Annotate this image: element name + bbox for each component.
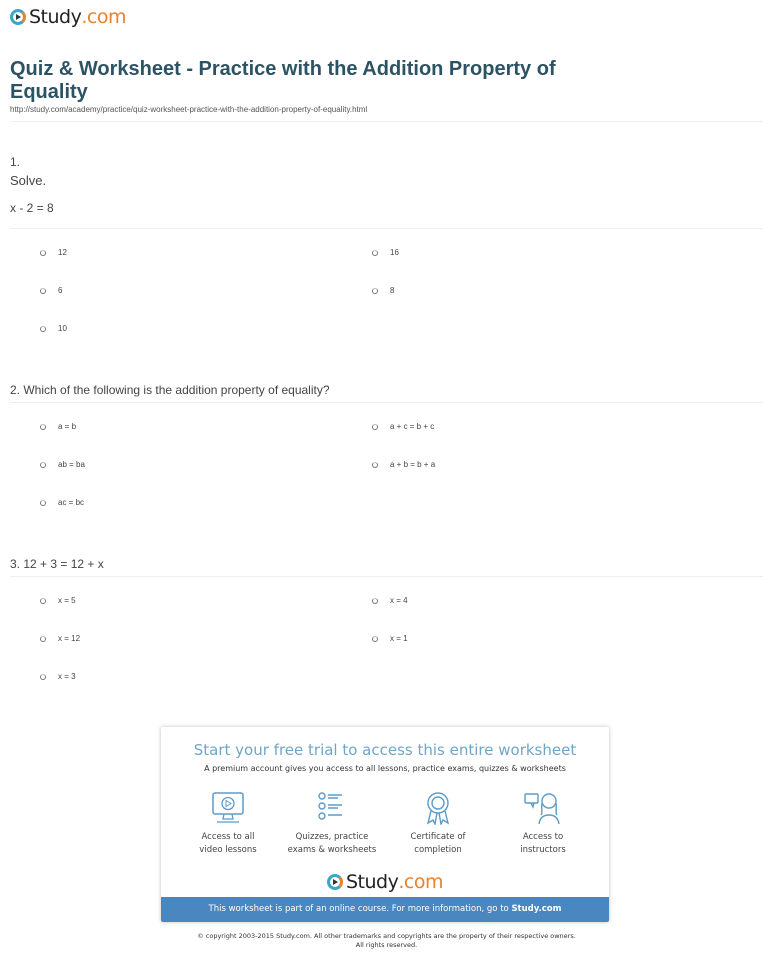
answer-option[interactable] — [372, 596, 408, 605]
answer-option[interactable] — [40, 422, 76, 431]
option-label: a + c = b + c — [390, 422, 435, 431]
answer-option[interactable] — [40, 460, 85, 469]
answer-option[interactable] — [372, 460, 435, 469]
option-label: x = 5 — [58, 596, 76, 605]
feature-label: Access to all — [201, 832, 255, 842]
promo-subtitle: A premium account gives you access to all lessons, practice exams, quizzes & worksheets — [204, 764, 566, 773]
copyright-footer — [0, 932, 773, 950]
question-3-text: 3. 12 + 3 = 12 + x — [10, 557, 104, 571]
feature-certificate — [383, 791, 493, 857]
divider — [10, 121, 763, 122]
radio-icon[interactable] — [40, 326, 46, 332]
question-2-text: 2. Which of the following is the addition property of equality? — [10, 383, 330, 397]
answer-option[interactable] — [40, 634, 80, 643]
option-label: 8 — [390, 286, 395, 295]
option-label: 6 — [58, 286, 63, 295]
logo-text: Study — [346, 871, 399, 893]
answer-option[interactable] — [372, 248, 399, 257]
option-label: 16 — [390, 248, 399, 257]
divider — [10, 228, 763, 229]
feature-label: Access to — [522, 832, 564, 842]
answer-option[interactable] — [40, 672, 76, 681]
radio-icon[interactable] — [40, 288, 46, 294]
feature-quizzes — [277, 791, 387, 857]
study-logo[interactable] — [10, 6, 126, 28]
page-title: Quiz & Worksheet - Practice with the Addition Property of Equality — [10, 58, 556, 103]
radio-icon[interactable] — [372, 636, 378, 642]
course-info-banner — [161, 897, 609, 922]
option-label: ac = bc — [58, 498, 85, 507]
option-label: a = b — [58, 422, 77, 431]
play-logo-icon — [327, 874, 343, 890]
banner-text: This worksheet is part of an online course. For more information, go to — [208, 904, 512, 914]
option-label: x = 1 — [390, 634, 408, 643]
divider — [10, 402, 763, 403]
radio-icon[interactable] — [40, 500, 46, 506]
option-label: x = 4 — [390, 596, 408, 605]
answer-option[interactable] — [372, 634, 408, 643]
radio-icon[interactable] — [372, 250, 378, 256]
video-monitor-icon — [210, 791, 246, 825]
radio-icon[interactable] — [40, 424, 46, 430]
question-1-equation: x - 2 = 8 — [10, 201, 54, 215]
logo-text: Study — [29, 6, 82, 28]
page-url[interactable]: http://study.com/academy/practice/quiz-worksheet-practice-with-the-addition-property-of-equality.html — [10, 105, 368, 114]
feature-label: instructors — [520, 845, 566, 855]
answer-option[interactable] — [40, 248, 67, 257]
answer-option[interactable] — [40, 324, 67, 333]
answer-option[interactable] — [40, 596, 76, 605]
study-link[interactable]: Study.com — [511, 904, 562, 914]
radio-icon[interactable] — [372, 462, 378, 468]
option-label: ab = ba — [58, 460, 85, 469]
radio-icon[interactable] — [372, 598, 378, 604]
feature-label: Certificate of — [410, 832, 466, 842]
radio-icon[interactable] — [40, 636, 46, 642]
feature-label: exams & worksheets — [287, 845, 377, 855]
answer-option[interactable] — [40, 498, 84, 507]
feature-label: video lessons — [199, 845, 257, 855]
option-label: x = 3 — [58, 672, 76, 681]
logo-text-domain: .com — [81, 6, 126, 28]
feature-instructors — [488, 791, 598, 857]
free-trial-promo[interactable] — [161, 727, 609, 922]
radio-icon[interactable] — [372, 424, 378, 430]
divider — [10, 576, 763, 577]
answer-option[interactable] — [40, 286, 62, 295]
option-label: 10 — [58, 324, 67, 333]
radio-icon[interactable] — [40, 674, 46, 680]
rights-text: All rights reserved. — [355, 941, 418, 949]
question-1-number: 1. — [10, 155, 21, 169]
promo-study-logo[interactable] — [327, 871, 443, 893]
radio-icon[interactable] — [372, 288, 378, 294]
promo-title: Start your free trial to access this entire worksheet — [193, 741, 577, 759]
question-1-prompt: Solve. — [10, 173, 47, 188]
radio-icon[interactable] — [40, 598, 46, 604]
logo-text-domain: .com — [398, 871, 443, 893]
play-logo-icon — [10, 9, 26, 25]
certificate-ribbon-icon — [420, 791, 456, 825]
radio-icon[interactable] — [40, 462, 46, 468]
copyright-text: © copyright 2003-2015 Study.com. All other trademarks and copyrights are the property of their respective owners. — [197, 932, 576, 940]
answer-option[interactable] — [372, 286, 394, 295]
feature-label: Quizzes, practice — [295, 832, 369, 842]
radio-icon[interactable] — [40, 250, 46, 256]
feature-video-lessons — [173, 791, 283, 857]
checklist-icon — [314, 791, 350, 825]
answer-option[interactable] — [372, 422, 434, 431]
option-label: a + b = b + a — [390, 460, 436, 469]
feature-label: completion — [414, 845, 462, 855]
instructor-chat-icon — [523, 791, 563, 825]
option-label: 12 — [58, 248, 67, 257]
option-label: x = 12 — [58, 634, 81, 643]
